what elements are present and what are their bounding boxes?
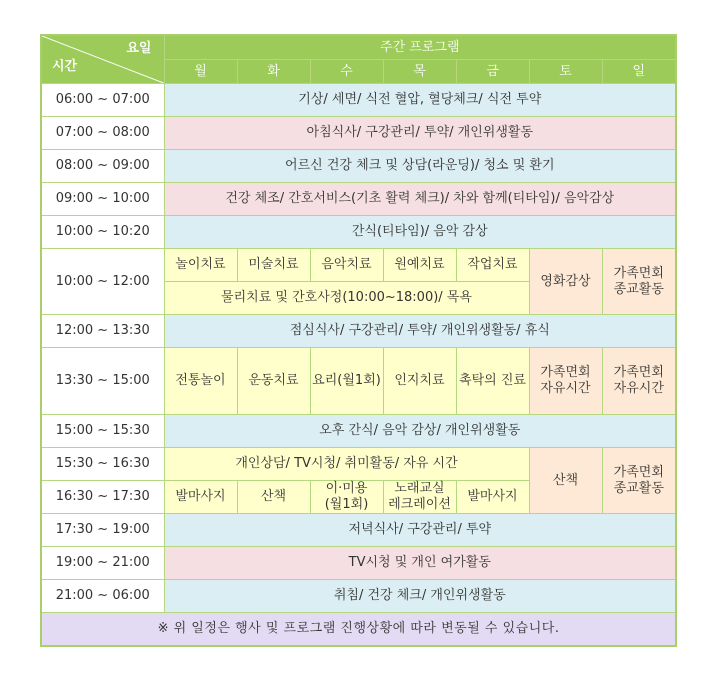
sun-activity-cell [602, 448, 676, 514]
day-activity-cell-mon: 발마사지 [164, 481, 237, 514]
thu-activity-line1: 노래교실 [394, 481, 445, 496]
therapy-cell-wed: 음악치료 [310, 249, 383, 282]
therapy-cell-mon: 놀이치료 [164, 249, 237, 282]
day-activity-cell-tue: 운동치료 [237, 348, 310, 415]
weekday-activity-cell: 개인상담/ TV시청/ 취미활동/ 자유 시간 [164, 448, 529, 481]
time-cell: 09:00 ~ 10:00 [41, 183, 164, 216]
thu-activity-line2: 레크레이션 [388, 497, 451, 512]
day-activity-cell-mon: 전통놀이 [164, 348, 237, 415]
day-activity-cell-fri: 발마사지 [456, 481, 529, 514]
sun-activity-line1: 가족면회 [613, 464, 664, 480]
sat-activity-line2: 자유시간 [540, 381, 591, 396]
sat-activity-line1: 가족면회 [540, 365, 591, 380]
time-cell: 15:30 ~ 16:30 [41, 448, 164, 481]
activity-cell: TV시청 및 개인 여가활동 [164, 547, 676, 580]
activity-cell: 취침/ 건강 체크/ 개인위생활동 [164, 580, 676, 613]
therapy-cell-thu: 원예치료 [383, 249, 456, 282]
corner-time-label: 시간 [52, 59, 78, 74]
time-cell: 10:00 ~ 12:00 [41, 249, 164, 315]
day-activity-cell-fri: 촉탁의 진료 [456, 348, 529, 415]
day-header-sat: 토 [529, 60, 602, 84]
time-cell: 13:30 ~ 15:00 [41, 348, 164, 415]
day-header-tue: 화 [237, 60, 310, 84]
time-cell: 21:00 ~ 06:00 [41, 580, 164, 613]
day-activity-cell-thu: 인지치료 [383, 348, 456, 415]
activity-cell: 간식(티타임)/ 음악 감상 [164, 216, 676, 249]
activity-cell: 기상/ 세면/ 식전 혈압, 혈당체크/ 식전 투약 [164, 84, 676, 117]
time-cell: 07:00 ~ 08:00 [41, 117, 164, 150]
activity-cell: 점심식사/ 구강관리/ 투약/ 개인위생활동/ 휴식 [164, 315, 676, 348]
activity-cell: 저녁식사/ 구강관리/ 투약 [164, 514, 676, 547]
footer-note: ※ 위 일정은 행사 및 프로그램 진행상황에 따라 변동될 수 있습니다. [41, 613, 676, 647]
time-cell: 12:00 ~ 13:30 [41, 315, 164, 348]
wed-activity-line2: (월1회) [324, 497, 369, 512]
sun-activity-line2: 종교활동 [613, 281, 664, 297]
day-header-wed: 수 [310, 60, 383, 84]
day-header-sun: 일 [602, 60, 676, 84]
weekly-program-table [40, 34, 677, 647]
day-activity-cell-wed: 요리(월1회) [310, 348, 383, 415]
sun-activity-line2: 종교활동 [613, 480, 664, 496]
therapy-cell-tue: 미술치료 [237, 249, 310, 282]
activity-cell: 아침식사/ 구강관리/ 투약/ 개인위생활동 [164, 117, 676, 150]
sun-activity-cell [602, 249, 676, 315]
sun-activity-line1: 가족면회 [613, 265, 664, 281]
time-cell: 15:00 ~ 15:30 [41, 415, 164, 448]
activity-cell: 건강 체조/ 간호서비스(기초 활력 체크)/ 차와 함께(티타임)/ 음악감상 [164, 183, 676, 216]
sat-activity-cell: 산책 [529, 448, 602, 514]
therapy-cell-fri: 작업치료 [456, 249, 529, 282]
sat-activity-cell [529, 348, 602, 415]
day-header-thu: 목 [383, 60, 456, 84]
sun-activity-cell [602, 348, 676, 415]
day-header-mon: 월 [164, 60, 237, 84]
sun-activity-line1: 가족면회 [613, 365, 664, 380]
time-cell: 16:30 ~ 17:30 [41, 481, 164, 514]
corner-header-cell [41, 35, 164, 84]
sat-activity-cell: 영화감상 [529, 249, 602, 315]
sun-activity-line2: 자유시간 [613, 381, 664, 396]
wed-activity-line1: 이·미용 [325, 481, 368, 496]
time-cell: 08:00 ~ 09:00 [41, 150, 164, 183]
program-title: 주간 프로그램 [164, 35, 676, 60]
activity-cell: 오후 간식/ 음악 감상/ 개인위생활동 [164, 415, 676, 448]
day-activity-cell-wed [310, 481, 383, 514]
activity-cell: 어르신 건강 체크 및 상담(라운딩)/ 청소 및 환기 [164, 150, 676, 183]
time-cell: 19:00 ~ 21:00 [41, 547, 164, 580]
time-cell: 06:00 ~ 07:00 [41, 84, 164, 117]
time-cell: 17:30 ~ 19:00 [41, 514, 164, 547]
time-cell: 10:00 ~ 10:20 [41, 216, 164, 249]
corner-day-label: 요일 [126, 41, 152, 56]
day-activity-cell-tue: 산책 [237, 481, 310, 514]
weekday-sub-activity-cell: 물리치료 및 간호사정(10:00~18:00)/ 목욕 [164, 282, 529, 315]
day-header-fri: 금 [456, 60, 529, 84]
day-activity-cell-thu [383, 481, 456, 514]
